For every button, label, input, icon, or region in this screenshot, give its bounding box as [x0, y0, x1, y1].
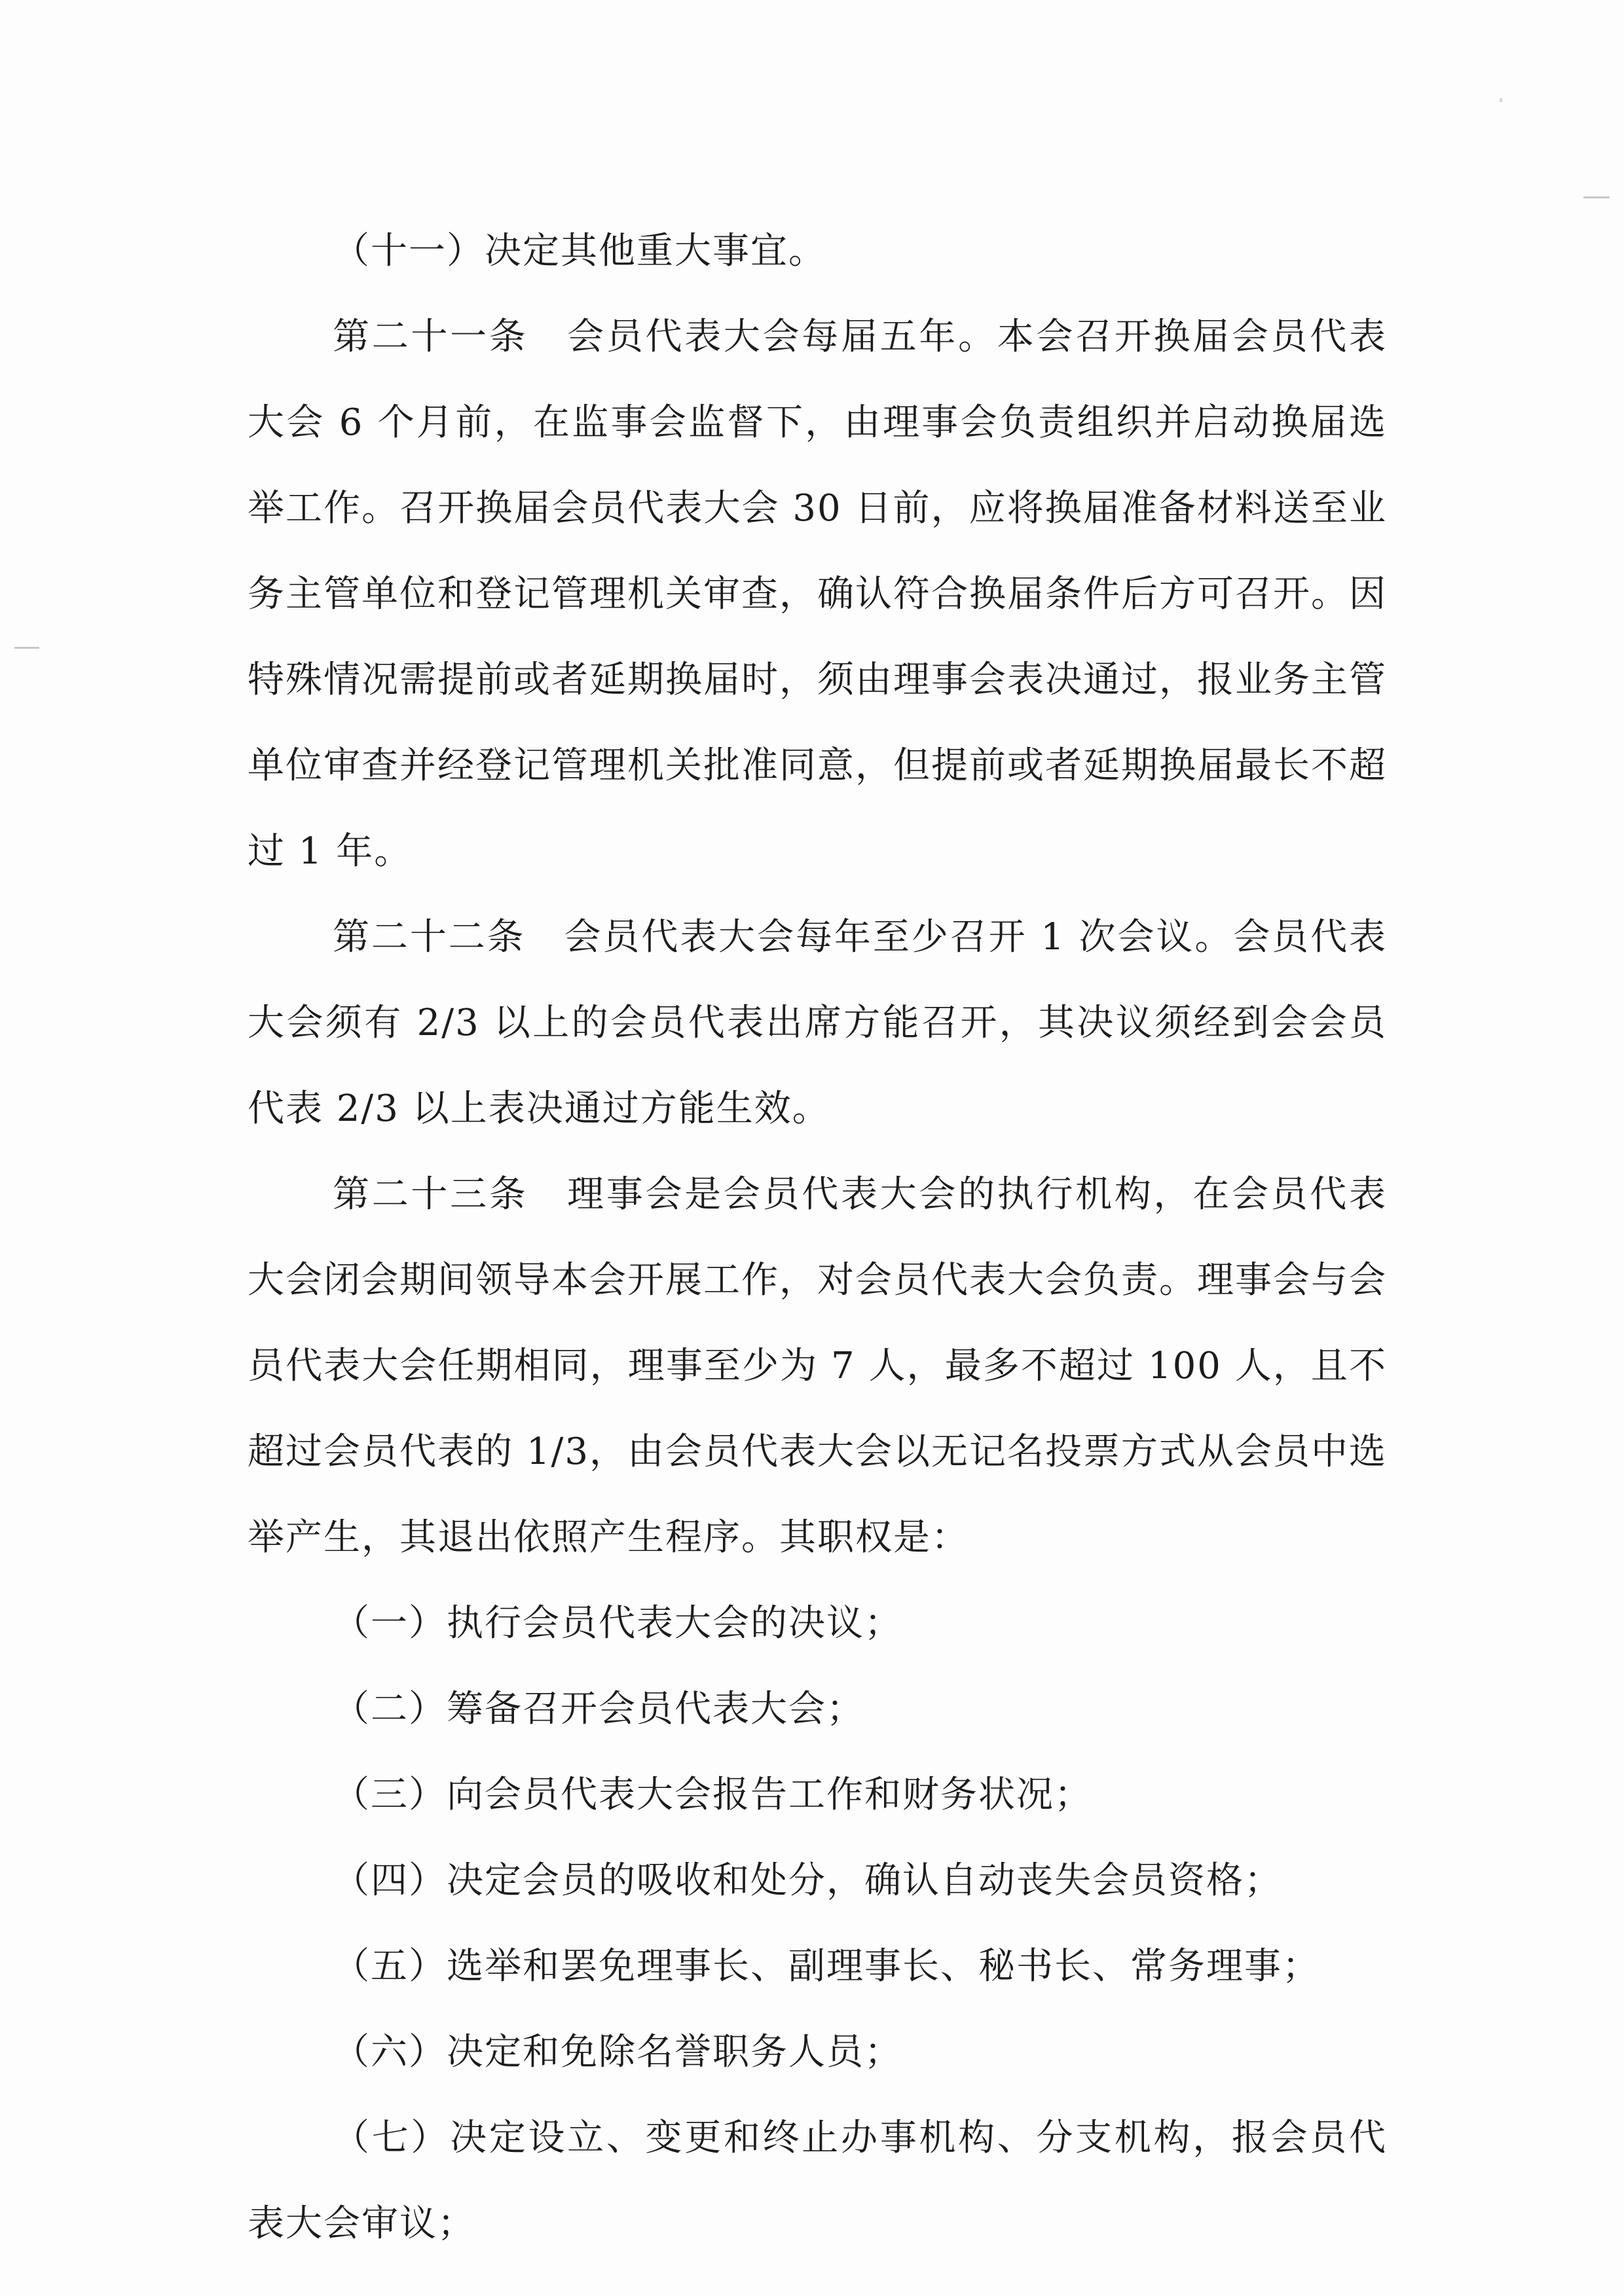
paragraph-item-four: （四）决定会员的吸收和处分，确认自动丧失会员资格；: [333, 1859, 1282, 1902]
paragraph-item-seven: （七）决定设立、变更和终止办事机构、分支机构，报会员代表大会审议；: [248, 2117, 1387, 2245]
paragraph-item-three: （三）向会员代表大会报告工作和财务状况；: [333, 1774, 1092, 1816]
paragraph-item-two: （二）筹备召开会员代表大会；: [333, 1688, 864, 1730]
paragraph-article-23: 第二十三条 理事会是会员代表大会的执行机构，在会员代表大会闭会期间领导本会开展工作，对会员代表大会负责。理事会与会员代表大会任期相同，理事至少为 7 人，最多不超过 100 人，且不超过会员代表的 1/3，由会员代表大会以无记名投票方式从会员中选举产生，其退出依照产生程序。其职权是：: [248, 1173, 1387, 1559]
paragraph-article-22: 第二十二条 会员代表大会每年至少召开 1 次会议。会员代表大会须有 2/3 以上的会员代表出席方能召开，其决议须经到会会员代表 2/3 以上表决通过方能生效。: [248, 916, 1387, 1130]
document-body: [248, 208, 1387, 2267]
paragraph-item-six: （六）决定和免除名誉职务人员；: [333, 2031, 902, 2073]
paragraph-item-eleven: （十一）决定其他重大事宜。: [333, 230, 826, 272]
paragraph-item-five: （五）选举和罢免理事长、副理事长、秘书长、常务理事；: [333, 1945, 1320, 1988]
scan-mark: [14, 647, 39, 649]
paragraph-item-one: （一）执行会员代表大会的决议；: [333, 1602, 902, 1645]
scan-mark: [1500, 98, 1502, 102]
paragraph-article-21: 第二十一条 会员代表大会每届五年。本会召开换届会员代表大会 6 个月前，在监事会监督下，由理事会负责组织并启动换届选举工作。召开换届会员代表大会 30 日前，应将换届准备材料送至业务主管单位和登记管理机关审查，确认符合换届条件后方可召开。因特殊情况需提前或者延期换届时，须由理事会表决通过，报业务主管单位审查并经登记管理机关批准同意，但提前或者延期换届最长不超过 1 年。: [248, 316, 1387, 873]
scan-mark: [1583, 196, 1610, 198]
